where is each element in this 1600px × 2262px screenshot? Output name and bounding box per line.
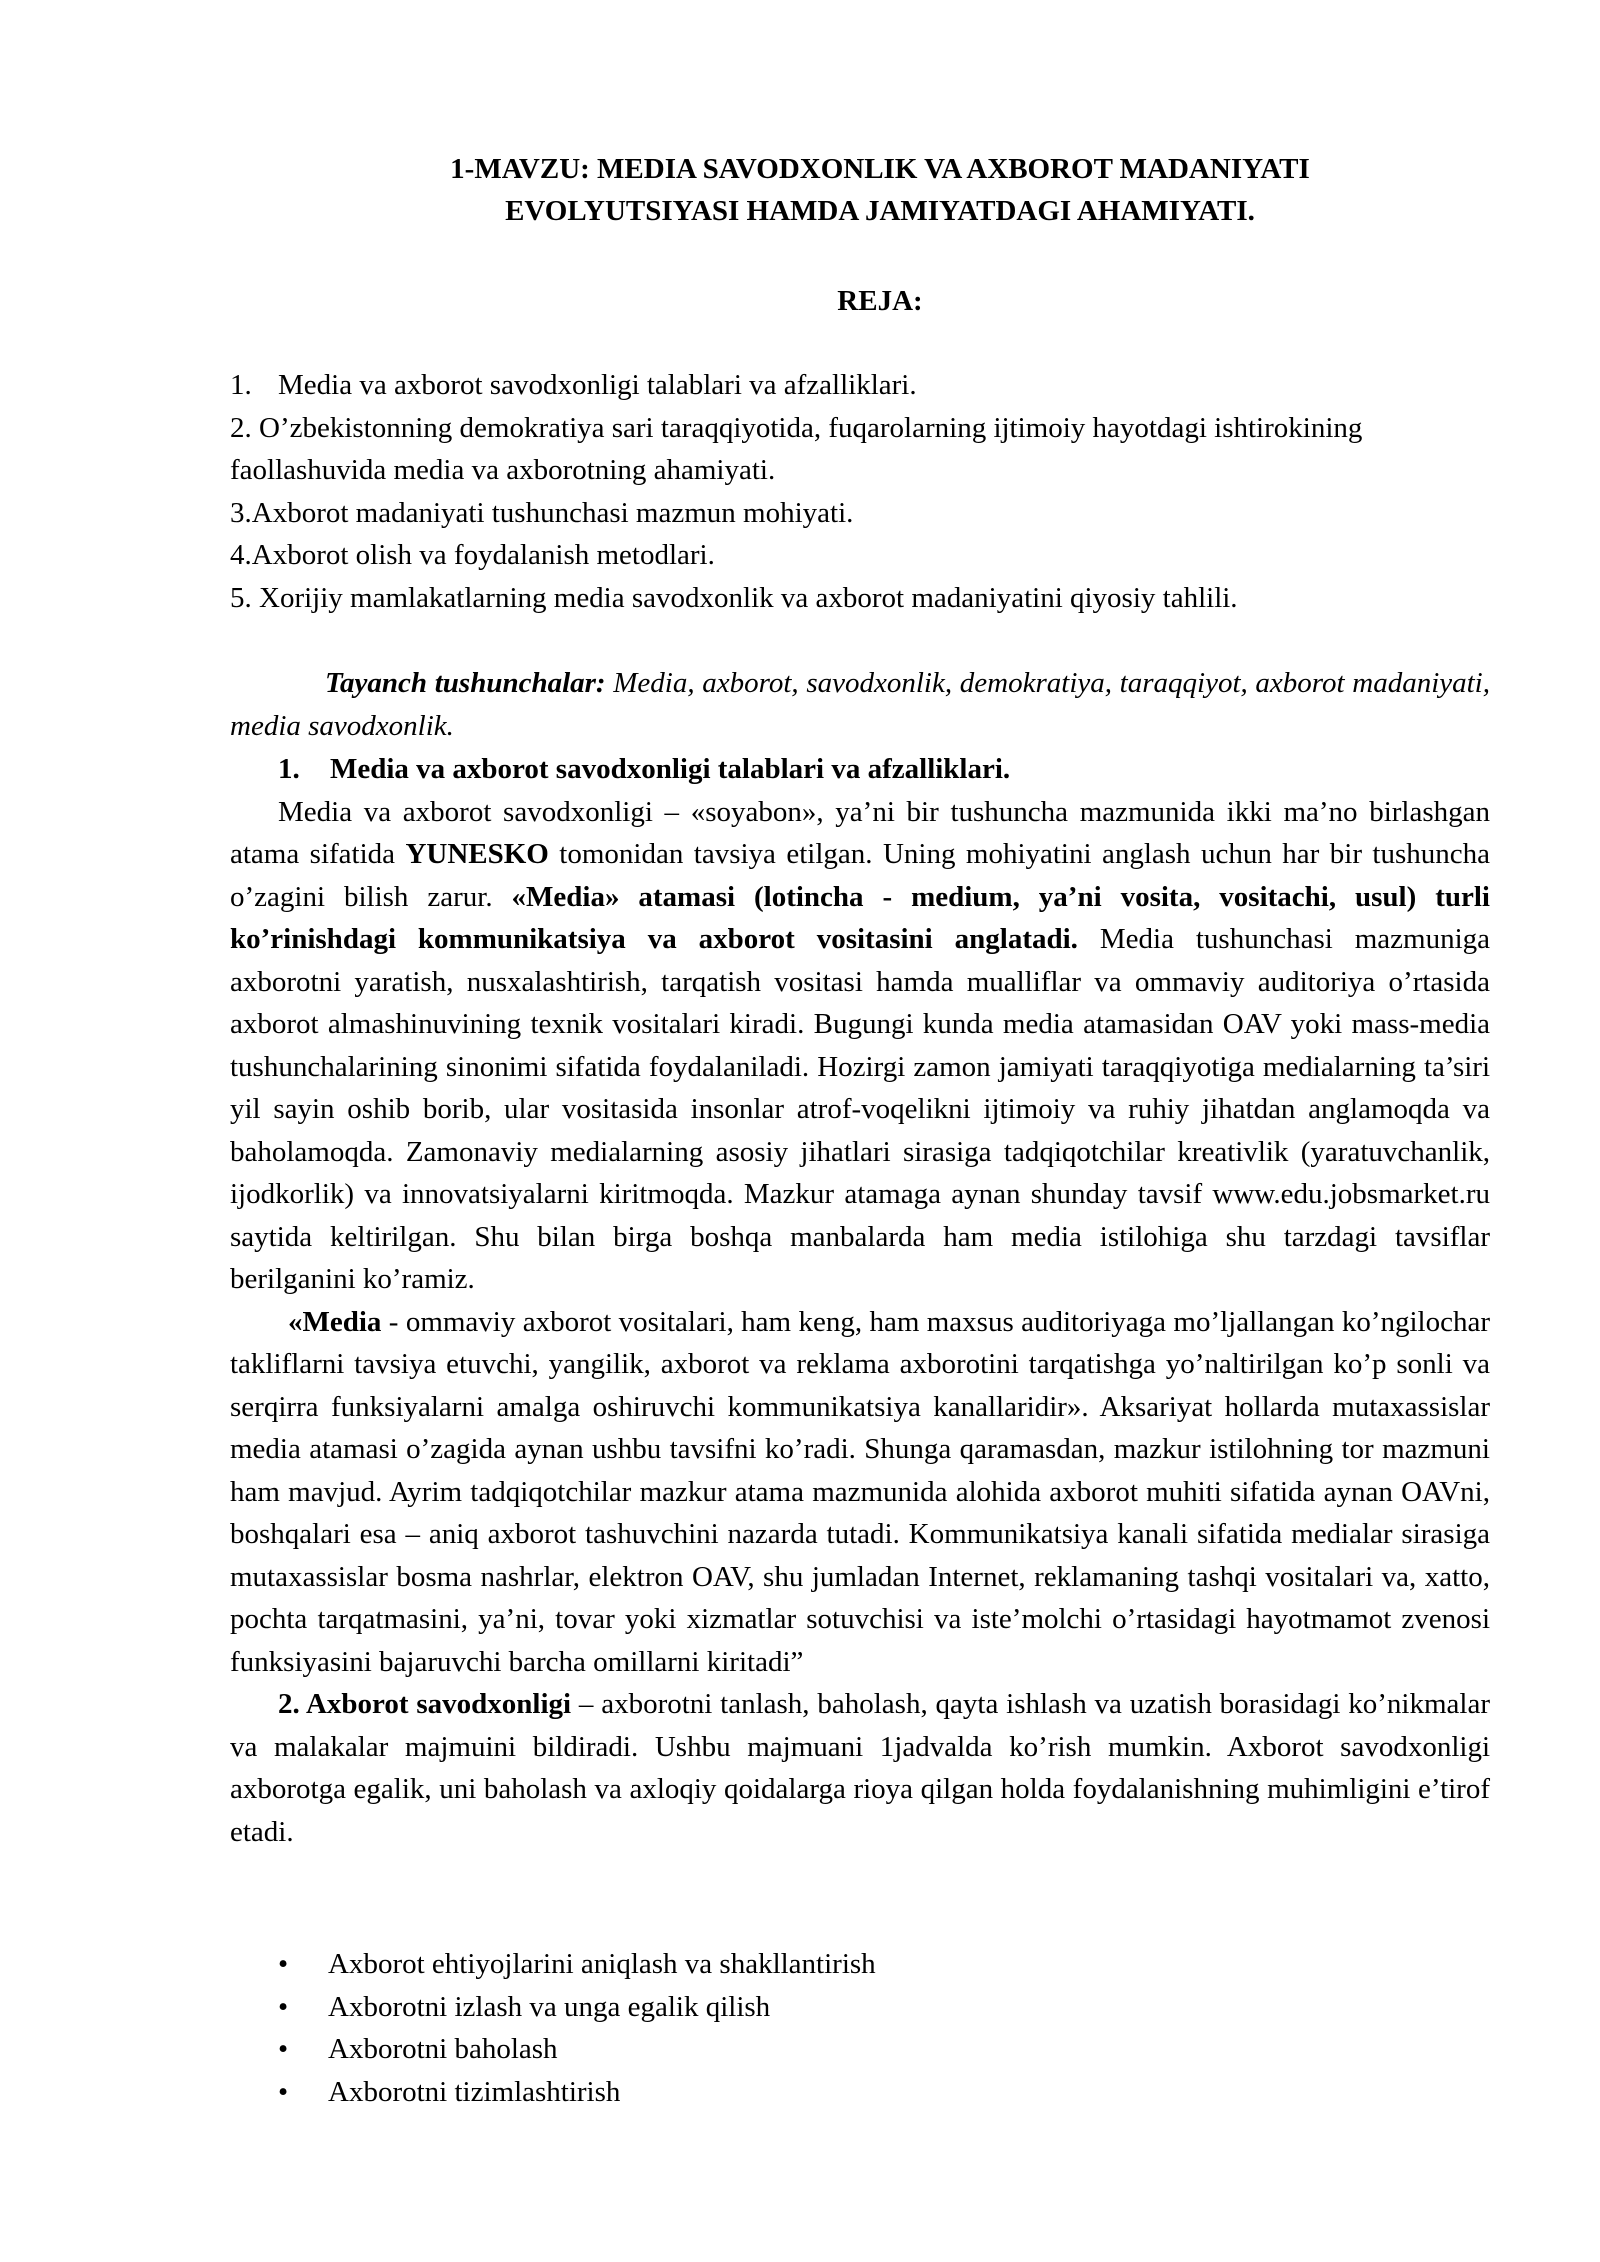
plan-item-5: 5. Xorijiy mamlakatlarning media savodxonlik va axborot madaniyatini qiyosiy tahlili. bbox=[230, 581, 1238, 614]
section-1-heading-text: Media va axborot savodxonligi talablari va afzalliklari. bbox=[330, 753, 1011, 785]
bullet-icon: • bbox=[278, 2075, 289, 2108]
plan-item-3: 3.Axborot madaniyati tushunchasi mazmun mohiyati. bbox=[230, 496, 854, 529]
list-item-text: Axborotni tizimlashtirish bbox=[328, 2075, 621, 2108]
bullet-icon: • bbox=[278, 2033, 289, 2065]
title-line-2: EVOLYUTSIYASI HAMDA JAMIYATDAGI AHAMIYATI. bbox=[505, 195, 1255, 227]
plan-list bbox=[230, 364, 1490, 619]
section-1-number: 1. bbox=[278, 753, 300, 785]
keywords-text: Media, axborot, savodxonlik, demokratiya, taraqqiyot, axborot madaniyati, media savodxonlik. bbox=[230, 667, 1490, 742]
plan-heading: REJA: bbox=[837, 285, 923, 317]
list-item bbox=[278, 2071, 876, 2114]
bold-definition-media: «Media» atamasi (lotincha - medium, ya’ni vosita, vositachi, usul) turli ko’rinishdagi kommunikatsiya va axborot vositasini anglatadi. bbox=[230, 880, 1490, 955]
keywords-label: Tayanch tushunchalar: bbox=[325, 667, 606, 699]
bold-term-media: «Media bbox=[288, 1305, 382, 1338]
bold-term-axborot-savodxonligi: 2. Axborot savodxonligi bbox=[278, 1688, 572, 1720]
paragraph-text: Media tushunchasi mazmuniga axborotni yaratish, nusxalashtirish, tarqatish vositasi hamda mualliflar va ommaviy auditoriya o’rtasida axborot almashinuvining texnik vositalari kiradi. Bugungi kunda media atamasidan OAV yoki mass-media tushunchalarining sinonimi sifatida foydalaniladi. Hozirgi zamon jamiyati taraqqiyotiga medialarning ta’siri yil sayin oshib borib, ular vositasida insonlar atrof-voqelikni ijtimoiy va ruhiy jihatdan anglamoqda va baholamoqda. Zamonaviy medialarning asosiy jihatlari sirasiga tadqiqotchilar kreativlik (yaratuvchanlik, ijodkorlik) va innovatsiyalarni kiritmoqda. Mazkur atamaga aynan shunday tavsif www.edu.jobsmarket.ru saytida keltirilgan. Shu bilan birga boshqa manbalarda ham media istilohiga shu tarzdagi tavsiflar berilganini ko’ramiz. bbox=[230, 923, 1490, 1295]
list-item bbox=[278, 2028, 876, 2071]
section-2-paragraph bbox=[230, 1683, 1490, 1853]
plan-item-1-number: 1. bbox=[230, 369, 252, 401]
paragraph-text: - ommaviy axborot vositalari, ham keng, ham maxsus auditoriyaga mo’ljallangan ko’ngilochar takliflarni tavsiya etuvchi, yangilik, axborot va reklama axborotini tarqatishga yo’naltirilgan ko’p sonli va serqirra funksiyalarni amalga oshiruvchi kommunikatsiya kanallaridir». Aksariyat hollarda mutaxassislar media atamasi o’zagida aynan ushbu tavsifni ko’radi. Shunga qaramasdan, mazkur istilohning tor mazmuni ham mavjud. Ayrim tadqiqotchilar mazkur atama mazmunida alohida axborot muhiti sifatida aynan OAVni, boshqalari esa – aniq axborot tashuvchini nazarda tutadi. Kommunikatsiya kanali sifatida medialar sirasiga mutaxassislar bosma nashrlar, elektron OAV, shu jumladan Internet, reklamaning tashqi vositalari va, xatto, pochta tarqatmasini, ya’ni, tovar yoki xizmatlar sotuvchisi va iste’molchi o’rtasidagi hayotmamot zvenosi funksiyasini bajaruvchi barcha omillarni kiritadi” bbox=[230, 1305, 1490, 1678]
list-item-text: Axborot ehtiyojlarini aniqlash va shakllantirish bbox=[328, 1948, 876, 1980]
plan-item-1 bbox=[230, 364, 1490, 407]
bullet-icon: • bbox=[278, 1948, 289, 1980]
section-1-heading bbox=[230, 748, 1490, 791]
paragraph-text: – axborotni tanlash, baholash, qayta ishlash va uzatish borasidagi ko’nikmalar va malakalar majmuini bildiradi. Ushbu majmuani 1jadvalda ko’rish mumkin. Axborot savodxonligi axborotga egalik, uni baholash va axloqiy qoidalarga rioya qilgan holda foydalanishning muhimligini e’tirof etadi. bbox=[230, 1688, 1490, 1848]
bold-term-yunesko: YUNESKO bbox=[405, 838, 549, 870]
section-1 bbox=[230, 748, 1490, 1853]
paragraph-text: Media va axborot savodxonligi – «soyabon», ya’ni bir tushuncha mazmunida ikki ma’no birlashgan atama sifatida bbox=[230, 795, 1490, 870]
bullet-list bbox=[278, 1943, 876, 2113]
list-item bbox=[278, 1943, 876, 1986]
paragraph-text: tomonidan tavsiya etilgan. Uning mohiyatini anglash uchun har bir tushuncha o’zagini bilish zarur. bbox=[230, 838, 1490, 913]
plan-item-2: 2. O’zbekistonning demokratiya sari taraqqiyotida, fuqarolarning ijtimoiy hayotdagi ishtirokining faollashuvida media va axborotning ahamiyati. bbox=[230, 411, 1363, 486]
plan-item-1-text: Media va axborot savodxonligi talablari va afzalliklari. bbox=[278, 369, 917, 401]
keywords-paragraph bbox=[230, 662, 1490, 747]
title-line-1: 1-MAVZU: MEDIA SAVODXONLIK VA AXBOROT MADANIYATI bbox=[450, 153, 1310, 185]
plan-item-4: 4.Axborot olish va foydalanish metodlari. bbox=[230, 539, 715, 571]
section-1-paragraph-1 bbox=[230, 791, 1490, 1301]
list-item-text: Axborotni izlash va unga egalik qilish bbox=[328, 1990, 771, 2023]
list-item-text: Axborotni baholash bbox=[328, 2033, 558, 2065]
bullet-icon: • bbox=[278, 1990, 289, 2023]
page-title bbox=[230, 148, 1490, 232]
section-1-paragraph-2 bbox=[230, 1301, 1490, 1684]
list-item bbox=[278, 1986, 876, 2029]
